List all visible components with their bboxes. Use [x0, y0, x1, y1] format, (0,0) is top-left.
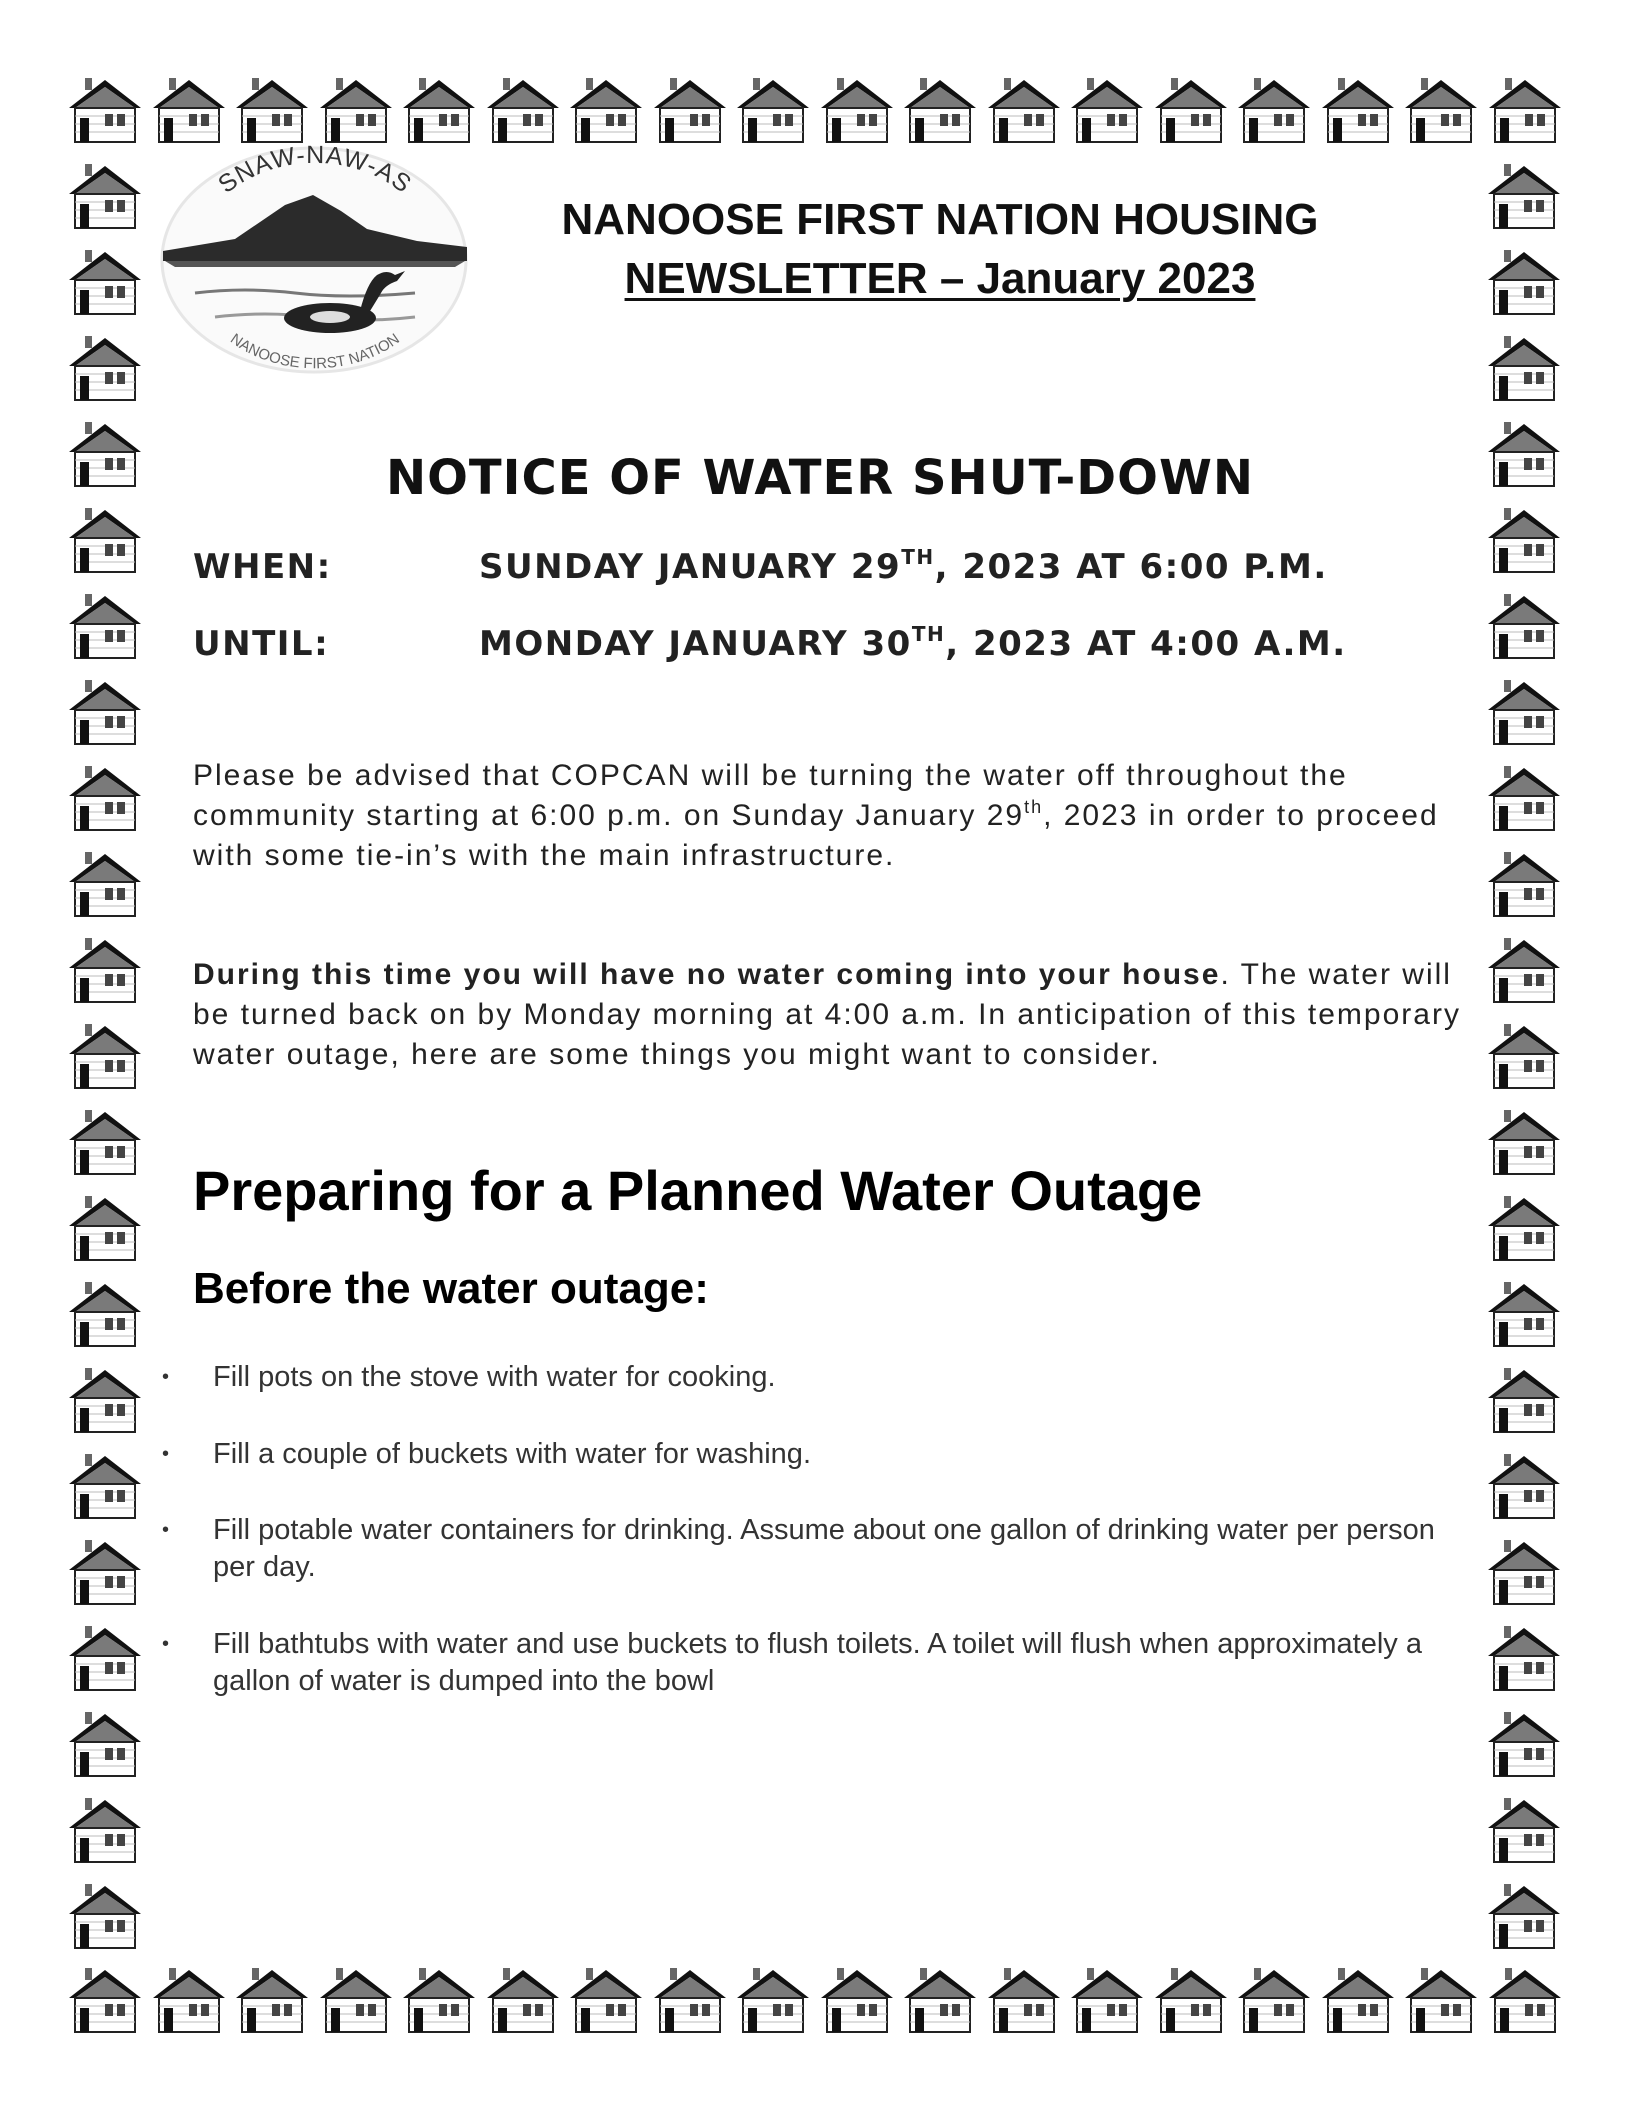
house-icon — [65, 934, 145, 1006]
house-icon — [1484, 762, 1564, 834]
house-icon — [1484, 1794, 1564, 1866]
house-icon — [566, 74, 646, 146]
house-icon — [1485, 74, 1565, 146]
house-icon — [650, 1964, 730, 2036]
logo-top-text: SNAW-NAW-AS — [213, 143, 417, 199]
house-icon — [1484, 160, 1564, 232]
house-icon — [1067, 74, 1147, 146]
house-icon — [65, 1192, 145, 1264]
house-icon — [1484, 1364, 1564, 1436]
house-icon — [1318, 74, 1398, 146]
house-icon — [984, 1964, 1064, 2036]
no-water-emphasis: During this time you will have no water coming into your house — [193, 958, 1221, 991]
house-icon — [399, 74, 479, 146]
house-icon — [65, 848, 145, 920]
house-icon — [65, 762, 145, 834]
house-icon — [1401, 74, 1481, 146]
house-icon — [65, 1020, 145, 1092]
house-icon — [1484, 1192, 1564, 1264]
house-icon — [1234, 1964, 1314, 2036]
house-icon — [65, 1450, 145, 1522]
house-icon — [1151, 74, 1231, 146]
bullet-icon: • — [162, 1366, 170, 1388]
house-icon — [566, 1964, 646, 2036]
house-icon — [149, 74, 229, 146]
house-icon — [65, 74, 145, 146]
house-icon — [1484, 1450, 1564, 1522]
bullet-icon: • — [162, 1633, 170, 1655]
house-icon — [149, 1964, 229, 2036]
house-icon — [733, 1964, 813, 2036]
section-heading: Preparing for a Planned Water Outage — [193, 1159, 1203, 1222]
house-icon — [1484, 1020, 1564, 1092]
house-icon — [1484, 504, 1564, 576]
house-icon — [817, 1964, 897, 2036]
house-icon — [65, 1278, 145, 1350]
house-icon — [650, 74, 730, 146]
house-icon — [1484, 418, 1564, 490]
when-label: WHEN: — [193, 547, 332, 587]
house-icon — [399, 1964, 479, 2036]
until-label: UNTIL: — [193, 624, 330, 664]
newsletter-subtitle: NEWSLETTER – January 2023 — [624, 254, 1256, 303]
house-icon — [65, 590, 145, 662]
newsletter-title: NANOOSE FIRST NATION HOUSING — [561, 195, 1319, 244]
house-icon — [65, 246, 145, 318]
house-icon — [65, 1964, 145, 2036]
house-icon — [1234, 74, 1314, 146]
house-icon — [1484, 1278, 1564, 1350]
bullet-icon: • — [162, 1443, 170, 1465]
house-icon — [232, 1964, 312, 2036]
house-icon — [232, 74, 312, 146]
house-icon — [1401, 1964, 1481, 2036]
house-icon — [1067, 1964, 1147, 2036]
house-icon — [1484, 1106, 1564, 1178]
when-value: SUNDAY JANUARY 29TH, 2023 AT 6:00 P.M. — [479, 545, 1328, 587]
house-icon — [65, 418, 145, 490]
house-icon — [65, 1622, 145, 1694]
house-icon — [65, 332, 145, 404]
notice-title: NOTICE OF WATER SHUT-DOWN — [385, 450, 1255, 506]
house-icon — [1318, 1964, 1398, 2036]
nanoose-logo — [155, 143, 473, 377]
house-icon — [316, 74, 396, 146]
section-subheading: Before the water outage: — [193, 1264, 709, 1313]
house-icon — [65, 1536, 145, 1608]
house-icon — [1484, 1536, 1564, 1608]
house-icon — [1484, 676, 1564, 748]
house-icon — [65, 1880, 145, 1952]
house-icon — [65, 160, 145, 232]
house-icon — [984, 74, 1064, 146]
house-icon — [1484, 332, 1564, 404]
logo-bottom-text: NANOOSE FIRST NATION — [227, 330, 403, 373]
house-icon — [65, 1794, 145, 1866]
house-icon — [1484, 590, 1564, 662]
house-icon — [1484, 1622, 1564, 1694]
house-icon — [733, 74, 813, 146]
house-icon — [900, 1964, 980, 2036]
house-icon — [65, 504, 145, 576]
house-icon — [1484, 1880, 1564, 1952]
house-icon — [65, 1708, 145, 1780]
bullet-icon: • — [162, 1519, 170, 1541]
house-icon — [65, 1106, 145, 1178]
house-icon — [483, 74, 563, 146]
house-icon — [1484, 934, 1564, 1006]
house-icon — [483, 1964, 563, 2036]
no-water-paragraph: During this time you will have no water coming into your house. The water will be turned back on by Monday morning at 4:00 a.m. In anticipation of this temporary water outage, here are some things you might want to consider. — [193, 958, 1461, 1071]
house-icon — [1484, 1708, 1564, 1780]
house-icon — [1151, 1964, 1231, 2036]
house-icon — [817, 74, 897, 146]
house-icon — [65, 1364, 145, 1436]
advisory-paragraph: Please be advised that COPCAN will be turning the water off throughout the community starting at 6:00 p.m. on Sunday January 29th, 2023 in order to proceed with some tie-in’s with the main infrastructure. — [193, 759, 1439, 872]
house-icon — [1484, 246, 1564, 318]
house-icon — [1485, 1964, 1565, 2036]
house-icon — [316, 1964, 396, 2036]
house-icon — [65, 676, 145, 748]
until-value: MONDAY JANUARY 30TH, 2023 AT 4:00 A.M. — [479, 622, 1347, 664]
house-icon — [900, 74, 980, 146]
house-icon — [1484, 848, 1564, 920]
